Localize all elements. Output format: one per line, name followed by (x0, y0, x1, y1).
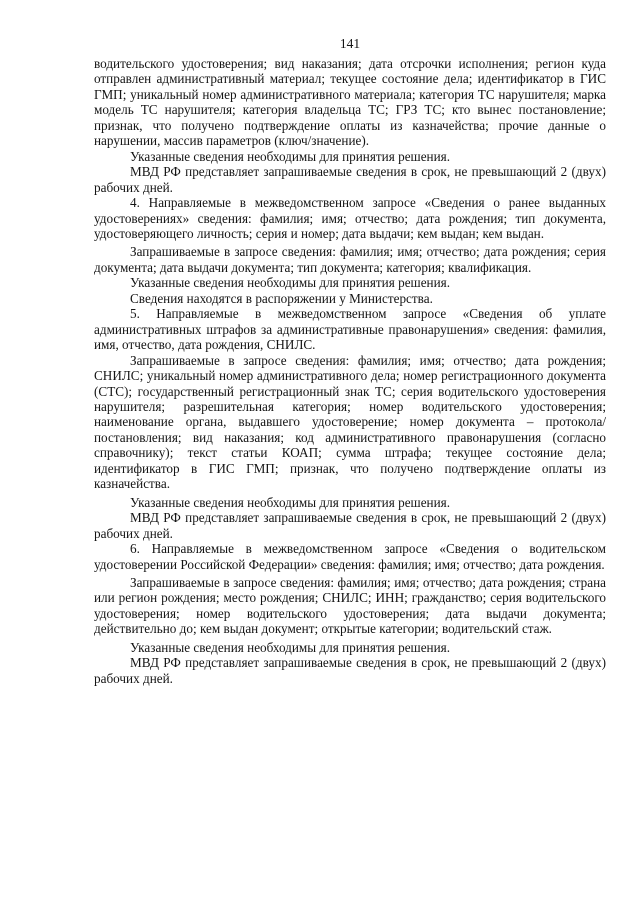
paragraph-mvd-deadline: МВД РФ представляет запрашиваемые сведения в срок, не превышающий 2 (двух) рабочих дней. (94, 655, 606, 686)
paragraph-mvd-deadline: МВД РФ представляет запрашиваемые сведения в срок, не превышающий 2 (двух) рабочих дней. (94, 164, 606, 195)
paragraph-needed-info: Указанные сведения необходимы для принятия решения. (130, 275, 451, 291)
paragraph-needed-info: Указанные сведения необходимы для принятия решения. (130, 494, 451, 510)
paragraph-mvd-deadline: МВД РФ представляет запрашиваемые сведения в срок, не превышающий 2 (двух) рабочих дней. (94, 510, 606, 541)
paragraph-item-4: 4. Направляемые в межведомственном запросе «Сведения о ранее выданных удостоверениях» сведения: фамилия; имя; отчество; дата рождения; тип документа, удостоверяющего личность; серия и номер; дата выдачи; кем выдан; кем выдан. (94, 195, 606, 241)
paragraph-item-5: 5. Направляемые в межведомственном запросе «Сведения об уплате административных штрафов за административные правонарушения» сведения: фамилия, имя, отчество, дата рождения, СНИЛС. (94, 306, 606, 353)
paragraph-needed-info: Указанные сведения необходимы для принятия решения. (130, 639, 451, 655)
paragraph-continuation: водительского удостоверения; вид наказания; дата отсрочки исполнения; регион куда отправлен административный материал; текущее состояние дела; идентификатор в ГИС ГМП; уникальный номер административного материала; категория ТС нарушителя; марка модель ТС нарушителя; категория владельца ТС; ГРЗ ТС; кто вынес постановление; признак, что получено подтверждение оплаты из казначейства; прочие данные о нарушении, массив параметров (ключ/значение). (94, 56, 606, 149)
page-number: 141 (339, 36, 361, 51)
paragraph-item-4-requested: Запрашиваемые в запросе сведения: фамилия; имя; отчество; дата рождения; серия документа; дата выдачи документа; тип документа; категория; квалификация. (94, 244, 606, 275)
paragraph-item-5-requested: Запрашиваемые в запросе сведения: фамилия; имя; отчество; дата рождения; СНИЛС; уникальный номер административного дела; номер регистрационного документа (СТС); государственный регистрационный знак ТС; серия водительского удостоверения нарушителя; разрешительная категория; номер водительского удостоверения; наименование органа, выдавшего удостоверение; номер документа – протокола/постановления; вид наказания; код административного правонарушения (согласно справочнику); текст статьи КОАП; сумма штрафа; текущее состояние дела; идентификатор в ГИС ГМП; признак, что получено подтверждение оплаты из казначейства. (94, 352, 606, 492)
paragraph-item-6: 6. Направляемые в межведомственном запросе «Сведения о водительском удостоверении Российской Федерации» сведения: фамилия; имя; отчество; дата рождения. (94, 541, 606, 572)
paragraph-ministry-info: Сведения находятся в распоряжении у Министерства. (130, 290, 433, 306)
paragraph-needed-info: Указанные сведения необходимы для принятия решения. (130, 148, 451, 164)
paragraph-item-6-requested: Запрашиваемые в запросе сведения: фамилия; имя; отчество; дата рождения; страна или регион рождения; место рождения; СНИЛС; ИНН; гражданство; серия водительского удостоверения; номер водительского удостоверения; дата выдачи документа; действительно до; кем выдан документ; открытые категории; водительский стаж. (94, 574, 606, 637)
